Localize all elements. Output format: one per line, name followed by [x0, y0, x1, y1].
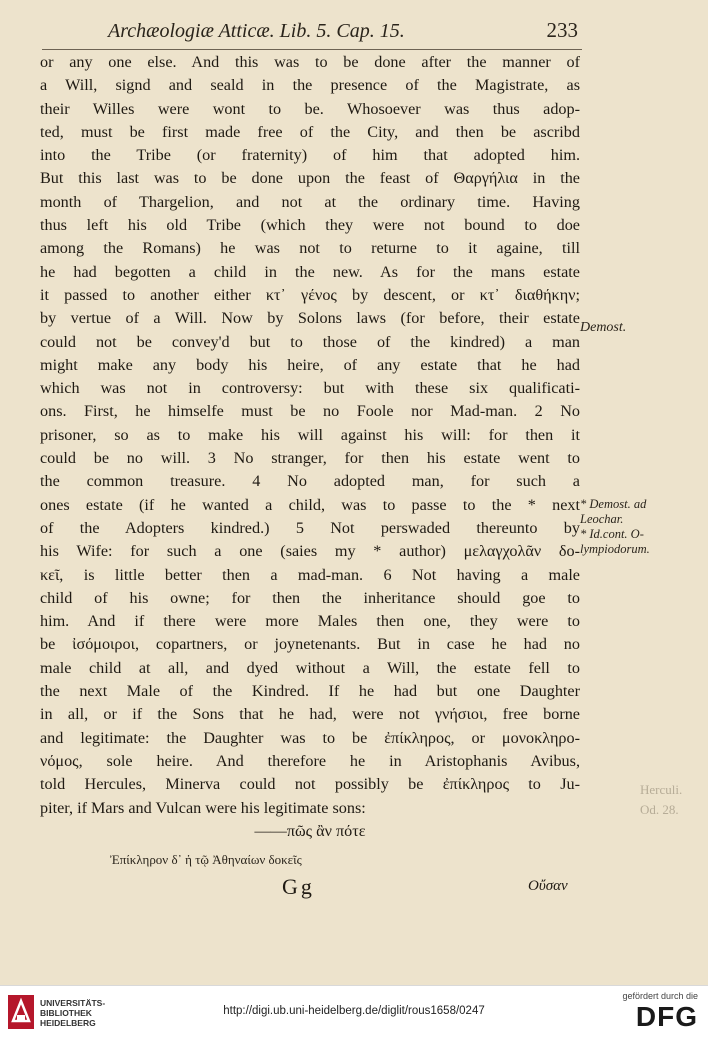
text-line: thus left his old Tribe (which they were not bound to doe — [40, 216, 580, 235]
text-line: it passed to another either κτ᾽ γένος by descent, or κτ᾽ διαθήκην; — [40, 285, 580, 304]
text-line: he had begotten a child in the new. As for the mans estate — [40, 262, 580, 281]
text-line: But this last was to be done upon the feast of Θαργήλια in the — [40, 169, 580, 188]
viewer-footer — [0, 985, 708, 1043]
margin-note-line: Leochar. — [580, 512, 624, 526]
text-line: the next Male of the Kindred. If he had but one Daughter — [40, 682, 580, 701]
text-line: ons. First, he himselfe must be no Foole nor Mad-man. 2 No — [40, 402, 580, 421]
text-line: male child at all, and dyed without a Will, the estate fell to — [40, 658, 580, 677]
text-line: the common treasure. 4 No adopted man, for such a — [40, 472, 580, 491]
greek-footnote: Ἐπίκληρον δ᾽ ἡ τῷ Ἀθηναίων δοκεῖς — [110, 852, 302, 867]
bleed-through-line: Od. 28. — [640, 802, 679, 817]
text-line: ted, must be first made free of the City, and then be ascribd — [40, 122, 580, 141]
bleed-through-text — [640, 780, 682, 820]
library-name[interactable]: UNIVERSITÄTS- BIBLIOTHEK HEIDELBERG — [40, 998, 106, 1028]
signature-mark: Gg — [282, 874, 315, 899]
margin-note-citations — [580, 497, 705, 557]
funder-block[interactable] — [622, 991, 698, 1031]
running-header — [108, 18, 578, 43]
text-line: might make any body his heire, of any estate that he had — [40, 355, 580, 374]
text-line: prisoner, so as to make his will against his will: for then it — [40, 425, 580, 444]
text-line: be ἰσόμοιροι, copartners, or joynetenants. But in case he had no — [40, 635, 580, 654]
text-line: and legitimate: the Daughter was to be ἐπίκληρος, or μονοκληρο- — [40, 728, 580, 747]
text-line: κεῖ, is little better then a mad-man. 6 Not having a male — [40, 565, 580, 584]
text-line: a Will, signd and seald in the presence of the Magistrate, as — [40, 76, 580, 95]
body-text — [40, 51, 580, 843]
text-line: him. And if there were more Males then one, they were to — [40, 612, 580, 631]
text-line: could not be convey'd but to those of the kindred) a man — [40, 332, 580, 351]
running-title: Archæologiæ Atticæ. Lib. 5. Cap. 15. — [108, 20, 405, 42]
permalink-url[interactable]: http://digi.ub.uni-heidelberg.de/diglit/rous1658/0247 — [223, 1005, 485, 1017]
text-line: their Willes were wont to be. Whosoever was thus adop- — [40, 99, 580, 118]
margin-note-line: * Demost. ad — [580, 497, 647, 511]
text-line: or any one else. And this was to be done after the manner of — [40, 53, 580, 71]
text-line: could be no will. 3 No stranger, for then his estate went to — [40, 449, 580, 468]
header-rule — [42, 49, 582, 50]
text-line: child of his owne; for then the inheritance should goe to — [40, 588, 580, 607]
text-line: νόμος, sole heire. And therefore he in Aristophanis Avibus, — [40, 751, 580, 770]
funded-by-label: gefördert durch die — [622, 991, 698, 1001]
text-line: in all, or if the Sons that he had, were not γνήσιοι, free borne — [40, 705, 580, 724]
text-line: month of Thargelion, and not at the ordinary time. Having — [40, 192, 580, 211]
text-line: by vertue of a Will. Now by Solons laws (for before, their estate — [40, 309, 580, 328]
text-line: his Wife: for such a one (saies my * author) μελαγχολᾶν δο- — [40, 542, 580, 561]
text-line: told Hercules, Minerva could not possibly be ἐπίκληρος to Ju- — [40, 775, 580, 794]
page-number: 233 — [546, 18, 578, 42]
verse-line: ——πῶς ἂν πότε — [254, 821, 366, 840]
text-line: among the Romans) he was not to returne to it againe, till — [40, 239, 580, 258]
text-line: which was not in controversy: but with these six qualificati- — [40, 379, 580, 398]
text-line: piter, if Mars and Vulcan were his legitimate sons: — [40, 798, 366, 817]
margin-note-demost: Demost. — [580, 320, 627, 335]
margin-note-line: * Id.cont. O- — [580, 527, 644, 541]
margin-note-line: lympiodorum. — [580, 542, 650, 556]
dfg-logo: DFG — [635, 1001, 698, 1032]
text-line: of the Adopters kindred.) 5 Not perswaded thereunto by — [40, 518, 580, 537]
catchword: Οὔσαν — [528, 878, 568, 894]
text-line: into the Tribe (or fraternity) of him that adopted him. — [40, 146, 580, 165]
bleed-through-line: Herculi. — [640, 782, 683, 797]
text-line: ones estate (if he wanted a child, was to passe to the * next — [40, 495, 580, 514]
